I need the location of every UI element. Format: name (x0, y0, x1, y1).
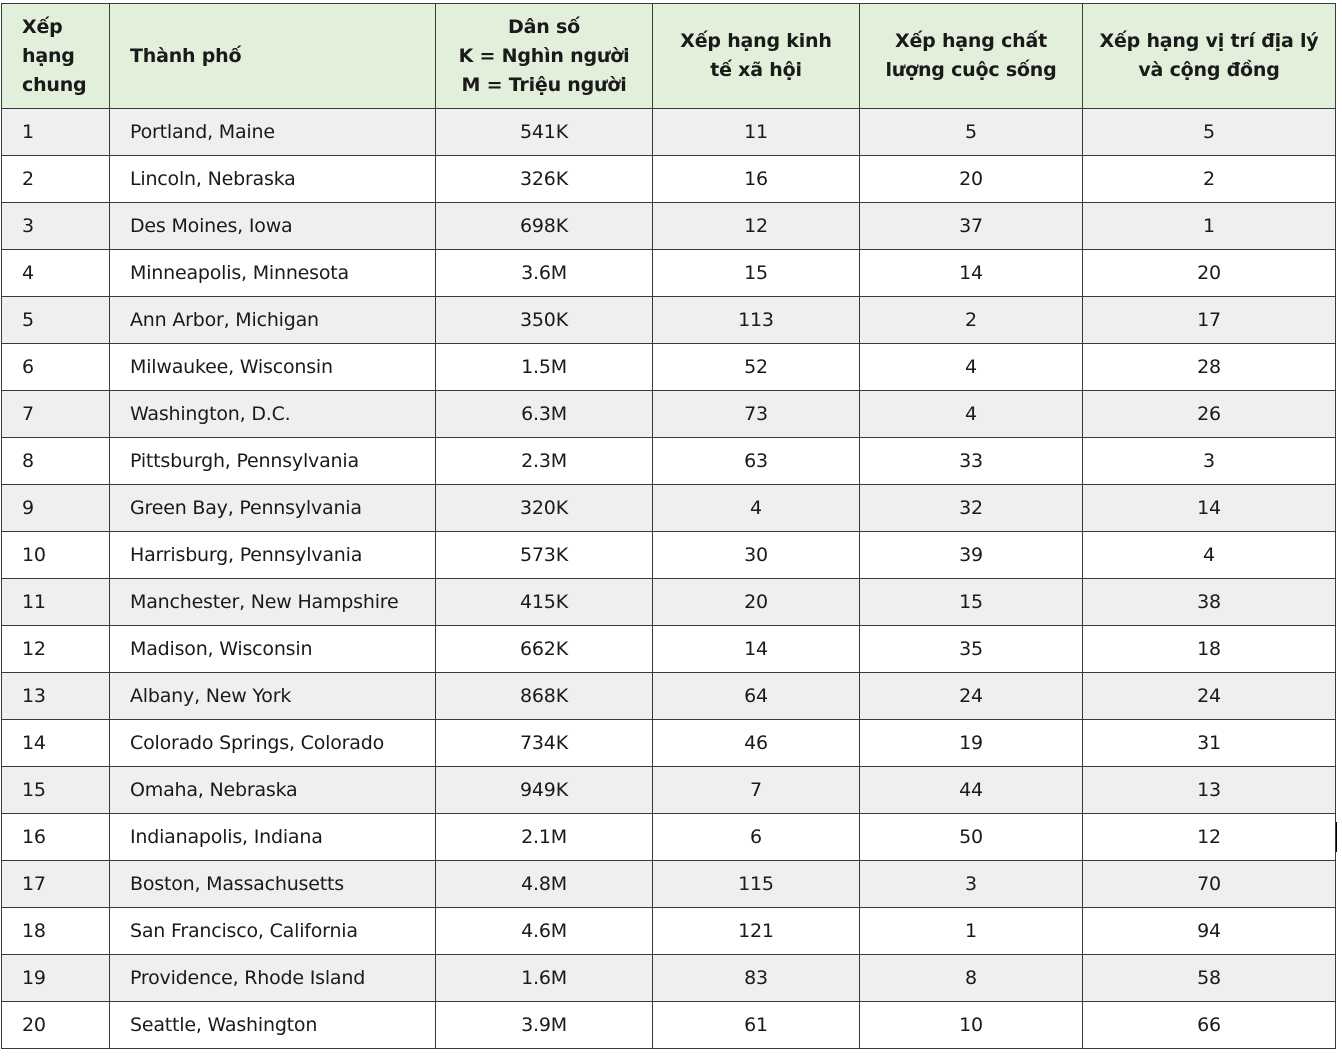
cell-population: 573K (436, 532, 653, 579)
cell-overall-rank: 19 (2, 955, 110, 1002)
cell-population: 6.3M (436, 391, 653, 438)
cell-geography-community-rank: 58 (1083, 955, 1336, 1002)
cell-city: Ann Arbor, Michigan (110, 297, 436, 344)
cell-socioeconomic-rank: 64 (653, 673, 860, 720)
table-row (2, 250, 1336, 297)
cell-quality-of-life-rank: 50 (860, 814, 1083, 861)
cell-quality-of-life-rank: 20 (860, 156, 1083, 203)
cell-city: Manchester, New Hampshire (110, 579, 436, 626)
cell-population: 3.9M (436, 1002, 653, 1049)
table-row (2, 1002, 1336, 1049)
cell-quality-of-life-rank: 2 (860, 297, 1083, 344)
cell-geography-community-rank: 66 (1083, 1002, 1336, 1049)
cell-city: Albany, New York (110, 673, 436, 720)
cell-overall-rank: 13 (2, 673, 110, 720)
cell-overall-rank: 17 (2, 861, 110, 908)
cell-quality-of-life-rank: 10 (860, 1002, 1083, 1049)
cell-population: 868K (436, 673, 653, 720)
cell-quality-of-life-rank: 15 (860, 579, 1083, 626)
cell-socioeconomic-rank: 12 (653, 203, 860, 250)
cell-quality-of-life-rank: 4 (860, 344, 1083, 391)
cell-geography-community-rank: 3 (1083, 438, 1336, 485)
cell-quality-of-life-rank: 14 (860, 250, 1083, 297)
cell-population: 350K (436, 297, 653, 344)
header-population: Dân số K = Nghìn người M = Triệu người (436, 4, 653, 109)
cell-city: Washington, D.C. (110, 391, 436, 438)
cell-geography-community-rank: 1 (1083, 203, 1336, 250)
cell-city: Boston, Massachusetts (110, 861, 436, 908)
cell-city: Milwaukee, Wisconsin (110, 344, 436, 391)
table-row (2, 908, 1336, 955)
text-cursor (1336, 822, 1337, 852)
cell-quality-of-life-rank: 37 (860, 203, 1083, 250)
city-ranking-table (1, 3, 1336, 1049)
cell-quality-of-life-rank: 33 (860, 438, 1083, 485)
cell-geography-community-rank: 24 (1083, 673, 1336, 720)
table-row (2, 297, 1336, 344)
table-row (2, 109, 1336, 156)
table-row (2, 673, 1336, 720)
header-overall-rank: Xếp hạng chung (2, 4, 110, 109)
cell-city: Seattle, Washington (110, 1002, 436, 1049)
cell-overall-rank: 6 (2, 344, 110, 391)
table-row (2, 485, 1336, 532)
cell-overall-rank: 15 (2, 767, 110, 814)
table-row (2, 861, 1336, 908)
cell-socioeconomic-rank: 7 (653, 767, 860, 814)
cell-city: Pittsburgh, Pennsylvania (110, 438, 436, 485)
cell-population: 698K (436, 203, 653, 250)
cell-overall-rank: 7 (2, 391, 110, 438)
cell-population: 1.6M (436, 955, 653, 1002)
cell-population: 326K (436, 156, 653, 203)
cell-socioeconomic-rank: 16 (653, 156, 860, 203)
cell-overall-rank: 1 (2, 109, 110, 156)
cell-city: Omaha, Nebraska (110, 767, 436, 814)
cell-socioeconomic-rank: 113 (653, 297, 860, 344)
cell-socioeconomic-rank: 6 (653, 814, 860, 861)
cell-population: 415K (436, 579, 653, 626)
table-row (2, 720, 1336, 767)
cell-population: 4.8M (436, 861, 653, 908)
cell-socioeconomic-rank: 63 (653, 438, 860, 485)
cell-city: Lincoln, Nebraska (110, 156, 436, 203)
cell-geography-community-rank: 26 (1083, 391, 1336, 438)
cell-population: 3.6M (436, 250, 653, 297)
cell-quality-of-life-rank: 8 (860, 955, 1083, 1002)
cell-geography-community-rank: 13 (1083, 767, 1336, 814)
cell-overall-rank: 4 (2, 250, 110, 297)
cell-population: 541K (436, 109, 653, 156)
cell-overall-rank: 16 (2, 814, 110, 861)
cell-population: 320K (436, 485, 653, 532)
cell-geography-community-rank: 94 (1083, 908, 1336, 955)
cell-city: Colorado Springs, Colorado (110, 720, 436, 767)
cell-geography-community-rank: 18 (1083, 626, 1336, 673)
cell-overall-rank: 14 (2, 720, 110, 767)
table-row (2, 391, 1336, 438)
cell-geography-community-rank: 28 (1083, 344, 1336, 391)
table-row (2, 156, 1336, 203)
table-row (2, 532, 1336, 579)
table-row (2, 626, 1336, 673)
cell-socioeconomic-rank: 11 (653, 109, 860, 156)
cell-geography-community-rank: 70 (1083, 861, 1336, 908)
table-row (2, 438, 1336, 485)
cell-geography-community-rank: 5 (1083, 109, 1336, 156)
cell-quality-of-life-rank: 24 (860, 673, 1083, 720)
cell-city: Minneapolis, Minnesota (110, 250, 436, 297)
cell-socioeconomic-rank: 30 (653, 532, 860, 579)
cell-city: Harrisburg, Pennsylvania (110, 532, 436, 579)
cell-population: 4.6M (436, 908, 653, 955)
cell-quality-of-life-rank: 5 (860, 109, 1083, 156)
cell-quality-of-life-rank: 1 (860, 908, 1083, 955)
cell-socioeconomic-rank: 14 (653, 626, 860, 673)
cell-socioeconomic-rank: 83 (653, 955, 860, 1002)
cell-quality-of-life-rank: 3 (860, 861, 1083, 908)
header-quality-of-life-rank: Xếp hạng chất lượng cuộc sống (860, 4, 1083, 109)
cell-city: Providence, Rhode Island (110, 955, 436, 1002)
cell-geography-community-rank: 14 (1083, 485, 1336, 532)
cell-overall-rank: 12 (2, 626, 110, 673)
cell-overall-rank: 2 (2, 156, 110, 203)
table-row (2, 814, 1336, 861)
cell-geography-community-rank: 4 (1083, 532, 1336, 579)
table-row (2, 955, 1336, 1002)
cell-geography-community-rank: 31 (1083, 720, 1336, 767)
cell-overall-rank: 3 (2, 203, 110, 250)
header-socioeconomic-rank: Xếp hạng kinh tế xã hội (653, 4, 860, 109)
cell-socioeconomic-rank: 61 (653, 1002, 860, 1049)
cell-geography-community-rank: 2 (1083, 156, 1336, 203)
cell-overall-rank: 9 (2, 485, 110, 532)
table-row (2, 344, 1336, 391)
cell-quality-of-life-rank: 35 (860, 626, 1083, 673)
header-row (2, 4, 1336, 109)
cell-population: 2.3M (436, 438, 653, 485)
table-body (2, 109, 1336, 1049)
table-row (2, 579, 1336, 626)
cell-quality-of-life-rank: 32 (860, 485, 1083, 532)
cell-population: 1.5M (436, 344, 653, 391)
header-city: Thành phố (110, 4, 436, 109)
header-geography-community-rank: Xếp hạng vị trí địa lý và cộng đồng (1083, 4, 1336, 109)
cell-city: Madison, Wisconsin (110, 626, 436, 673)
cell-overall-rank: 20 (2, 1002, 110, 1049)
cell-quality-of-life-rank: 39 (860, 532, 1083, 579)
cell-city: Des Moines, Iowa (110, 203, 436, 250)
cell-quality-of-life-rank: 4 (860, 391, 1083, 438)
cell-city: San Francisco, California (110, 908, 436, 955)
cell-overall-rank: 18 (2, 908, 110, 955)
cell-overall-rank: 5 (2, 297, 110, 344)
cell-socioeconomic-rank: 46 (653, 720, 860, 767)
cell-overall-rank: 10 (2, 532, 110, 579)
cell-overall-rank: 8 (2, 438, 110, 485)
cell-socioeconomic-rank: 115 (653, 861, 860, 908)
cell-population: 734K (436, 720, 653, 767)
cell-geography-community-rank: 17 (1083, 297, 1336, 344)
cell-population: 662K (436, 626, 653, 673)
cell-population: 949K (436, 767, 653, 814)
cell-socioeconomic-rank: 4 (653, 485, 860, 532)
table-header (2, 4, 1336, 109)
cell-overall-rank: 11 (2, 579, 110, 626)
cell-socioeconomic-rank: 121 (653, 908, 860, 955)
cell-population: 2.1M (436, 814, 653, 861)
table-row (2, 767, 1336, 814)
cell-socioeconomic-rank: 73 (653, 391, 860, 438)
cell-socioeconomic-rank: 20 (653, 579, 860, 626)
cell-socioeconomic-rank: 15 (653, 250, 860, 297)
cell-quality-of-life-rank: 44 (860, 767, 1083, 814)
cell-city: Green Bay, Pennsylvania (110, 485, 436, 532)
cell-geography-community-rank: 20 (1083, 250, 1336, 297)
cell-city: Portland, Maine (110, 109, 436, 156)
cell-geography-community-rank: 12 (1083, 814, 1336, 861)
table-row (2, 203, 1336, 250)
cell-socioeconomic-rank: 52 (653, 344, 860, 391)
cell-quality-of-life-rank: 19 (860, 720, 1083, 767)
cell-geography-community-rank: 38 (1083, 579, 1336, 626)
cell-city: Indianapolis, Indiana (110, 814, 436, 861)
